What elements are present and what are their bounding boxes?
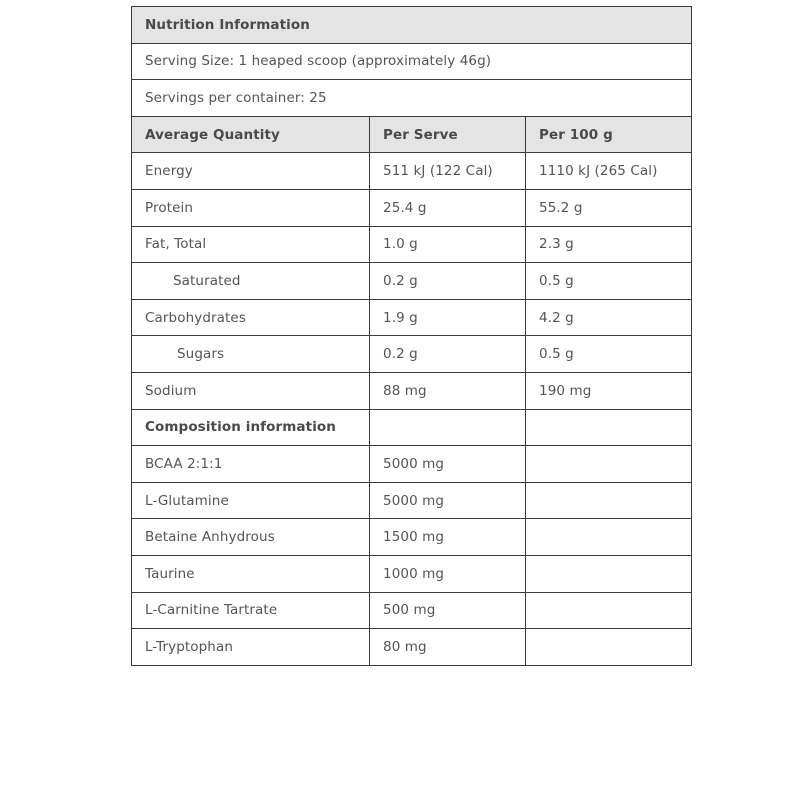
per-serve-value: 5000 mg [370,446,526,483]
ingredient-name: L-Glutamine [132,482,370,519]
per-serve-value: 511 kJ (122 Cal) [370,153,526,190]
table-row [132,153,692,190]
serving-size: Serving Size: 1 heaped scoop (approximately 46g) [132,43,692,80]
per-100g-value: 190 mg [526,372,692,409]
nutrient-name: Fat, Total [132,226,370,263]
ingredient-name: L-Tryptophan [132,629,370,666]
table-row [132,336,692,373]
per-100g-value: 1110 kJ (265 Cal) [526,153,692,190]
per-serve-value: 1000 mg [370,555,526,592]
table-row [132,446,692,483]
per-100g-value: 0.5 g [526,336,692,373]
servings-per-container: Servings per container: 25 [132,80,692,117]
ingredient-name: Betaine Anhydrous [132,519,370,556]
nutrient-name: Energy [132,153,370,190]
nutrient-name: Sugars [132,336,370,373]
per-serve-value: 500 mg [370,592,526,629]
table-row [132,372,692,409]
empty-cell [526,519,692,556]
servings-per-container-row [132,80,692,117]
per-serve-value: 1.0 g [370,226,526,263]
empty-cell [526,409,692,446]
per-100g-value: 55.2 g [526,189,692,226]
per-100g-value: 2.3 g [526,226,692,263]
ingredient-name: Taurine [132,555,370,592]
nutrient-name: Carbohydrates [132,299,370,336]
per-serve-value: 5000 mg [370,482,526,519]
composition-heading: Composition information [132,409,370,446]
table-row [132,226,692,263]
table-title: Nutrition Information [132,7,692,44]
empty-cell [526,629,692,666]
table-row [132,263,692,300]
column-header-row [132,116,692,153]
per-serve-value: 88 mg [370,372,526,409]
table-row [132,189,692,226]
column-header-per-serve: Per Serve [370,116,526,153]
per-100g-value: 4.2 g [526,299,692,336]
column-header-per-100g: Per 100 g [526,116,692,153]
per-serve-value: 80 mg [370,629,526,666]
table-row [132,592,692,629]
per-serve-value: 1.9 g [370,299,526,336]
empty-cell [526,592,692,629]
per-100g-value: 0.5 g [526,263,692,300]
table-row [132,299,692,336]
table-row [132,555,692,592]
column-header-average-quantity: Average Quantity [132,116,370,153]
title-row [132,7,692,44]
table-row [132,482,692,519]
nutrient-name: Sodium [132,372,370,409]
table-row [132,519,692,556]
empty-cell [526,482,692,519]
empty-cell [526,555,692,592]
empty-cell [370,409,526,446]
empty-cell [526,446,692,483]
nutrition-table [131,6,692,666]
nutrient-name: Protein [132,189,370,226]
ingredient-name: L-Carnitine Tartrate [132,592,370,629]
per-serve-value: 0.2 g [370,263,526,300]
ingredient-name: BCAA 2:1:1 [132,446,370,483]
per-serve-value: 25.4 g [370,189,526,226]
serving-size-row [132,43,692,80]
composition-header-row [132,409,692,446]
nutrient-name: Saturated [132,263,370,300]
per-serve-value: 1500 mg [370,519,526,556]
table-row [132,629,692,666]
per-serve-value: 0.2 g [370,336,526,373]
